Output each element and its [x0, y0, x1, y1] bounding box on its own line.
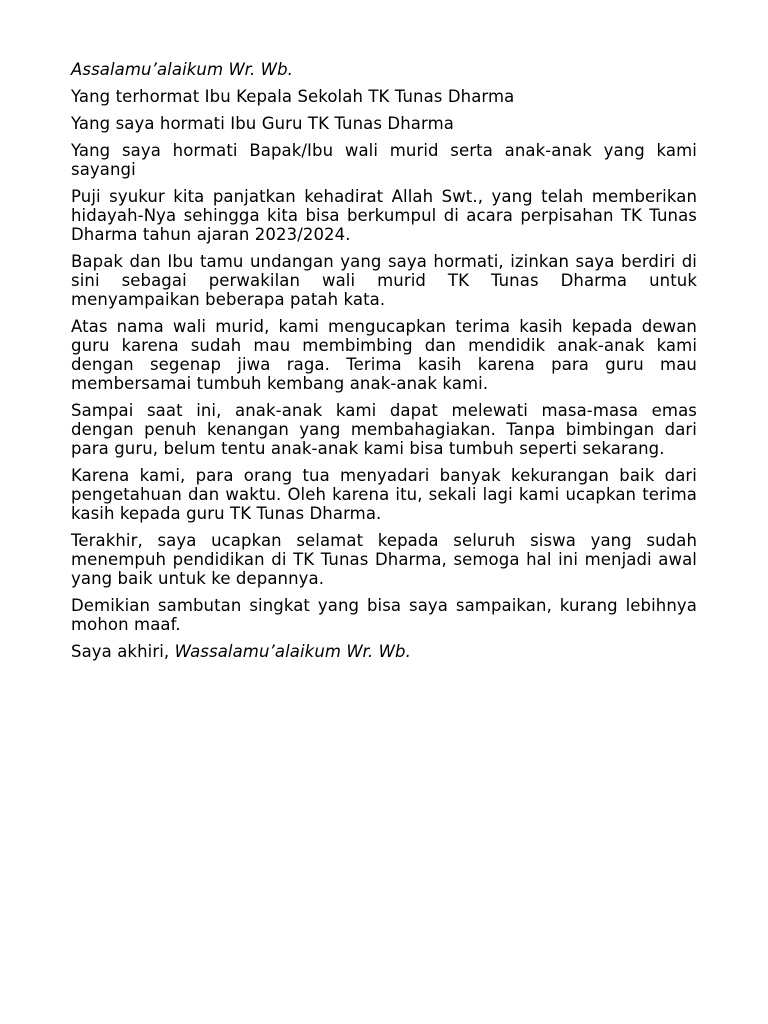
paragraph-memories: Sampai saat ini, anak-anak kami dapat melewati masa-masa emas dengan penuh kenangan yang membahagiakan. Tanpa bimbingan dari para guru, belum tentu anak-anak kami bisa tumbuh seperti sekarang.	[71, 401, 697, 458]
paragraph-thanks-teachers: Atas nama wali murid, kami mengucapkan terima kasih kepada dewan guru karena sudah mau membimbing dan mendidik anak-anak kami dengan segenap jiwa raga. Terima kasih karena para guru mau membersamai tumbuh kembang anak-anak kami.	[71, 317, 697, 393]
greeting: Assalamu’alaikum Wr. Wb.	[71, 60, 293, 79]
salutation-teachers: Yang saya hormati Ibu Guru TK Tunas Dharma	[71, 114, 454, 133]
paragraph-shortcomings: Karena kami, para orang tua menyadari banyak kekurangan baik dari pengetahuan dan waktu. Oleh karena itu, sekali lagi kami ucapkan terima kasih kepada guru TK Tunas Dharma.	[71, 466, 697, 523]
paragraph-congratulations: Terakhir, saya ucapkan selamat kepada seluruh siswa yang sudah menempuh pendidikan di TK Tunas Dharma, semoga hal ini menjadi awal yang baik untuk ke depannya.	[71, 531, 697, 588]
salutation-parents: Yang saya hormati Bapak/Ibu wali murid serta anak-anak yang kami sayangi	[71, 141, 697, 179]
paragraph-introduction: Bapak dan Ibu tamu undangan yang saya hormati, izinkan saya berdiri di sini sebagai perwakilan wali murid TK Tunas Dharma untuk menyampaikan beberapa patah kata.	[71, 252, 697, 309]
salutation-principal: Yang terhormat Ibu Kepala Sekolah TK Tunas Dharma	[71, 87, 515, 106]
closing-farewell: Wassalamu’alaikum Wr. Wb.	[174, 642, 411, 661]
document-page	[71, 60, 697, 669]
paragraph-conclusion: Demikian sambutan singkat yang bisa saya sampaikan, kurang lebihnya mohon maaf.	[71, 596, 697, 634]
paragraph-gratitude: Puji syukur kita panjatkan kehadirat Allah Swt., yang telah memberikan hidayah-Nya sehingga kita bisa berkumpul di acara perpisahan TK Tunas Dharma tahun ajaran 2023/2024.	[71, 187, 697, 244]
closing-line	[71, 642, 697, 661]
closing-prefix: Saya akhiri,	[71, 642, 175, 661]
